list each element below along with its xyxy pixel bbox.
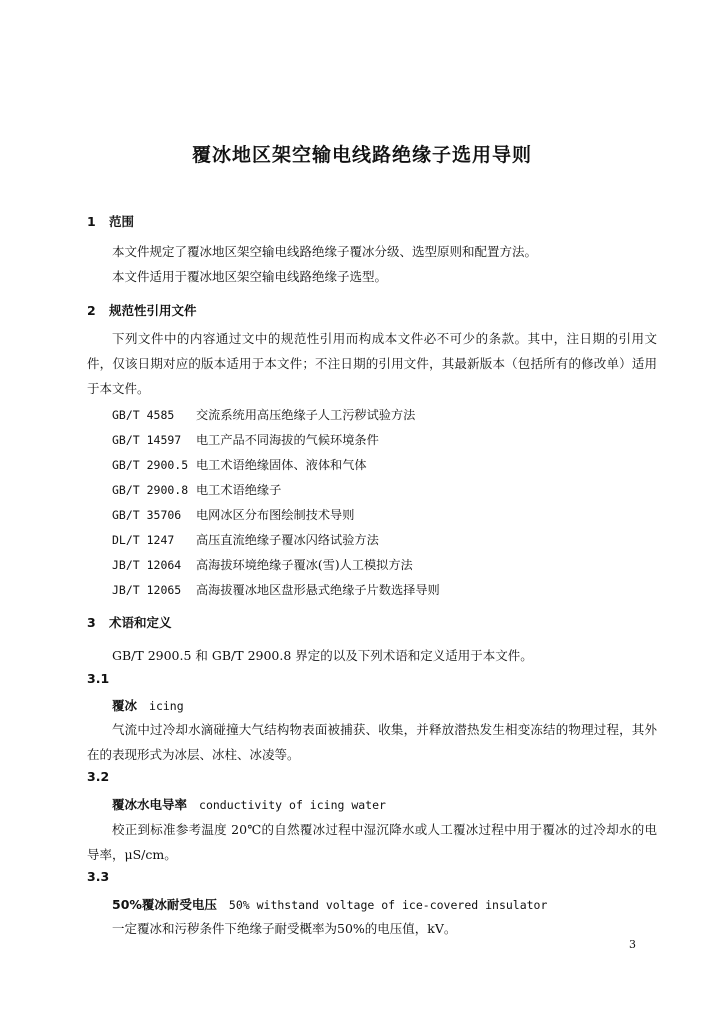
term-english: conductivity of icing water bbox=[199, 798, 386, 812]
section-2-heading bbox=[87, 301, 197, 319]
reference-title: 高海拔环境绝缘子覆冰(雪)人工模拟方法 bbox=[196, 558, 413, 572]
reference-code: GB/T 14597 bbox=[112, 433, 182, 447]
reference-item bbox=[112, 481, 281, 498]
term-english: icing bbox=[149, 699, 184, 713]
section-number: 3 bbox=[87, 615, 96, 630]
reference-title: 电工术语绝缘子 bbox=[196, 483, 282, 497]
reference-title: 电网冰区分布图绘制技术导则 bbox=[196, 508, 355, 522]
reference-code: GB/T 4585 bbox=[112, 408, 175, 422]
reference-title: 电工产品不同海拔的气候环境条件 bbox=[196, 433, 379, 447]
term-chinese: 50%覆冰耐受电压 bbox=[112, 897, 217, 912]
term-definition: 一定覆冰和污秽条件下绝缘子耐受概率为50%的电压值，kV。 bbox=[112, 921, 457, 936]
reference-item bbox=[112, 431, 379, 448]
reference-code: GB/T 2900.5 bbox=[112, 458, 189, 472]
reference-item bbox=[112, 556, 413, 573]
reference-code: JB/T 12064 bbox=[112, 558, 182, 572]
reference-code: JB/T 12065 bbox=[112, 583, 182, 597]
term-chinese: 覆冰 bbox=[112, 698, 138, 713]
reference-item bbox=[112, 456, 367, 473]
reference-item bbox=[112, 406, 415, 423]
term-number: 3.1 bbox=[87, 671, 110, 686]
reference-title: 高海拔覆冰地区盘形悬式绝缘子片数选择导则 bbox=[196, 583, 440, 597]
reference-title: 交流系统用高压绝缘子人工污秽试验方法 bbox=[196, 408, 416, 422]
term-entry bbox=[112, 895, 547, 913]
paragraph: 本文件适用于覆冰地区架空输电线路绝缘子选型。 bbox=[112, 269, 388, 284]
paragraph: 下列文件中的内容通过文中的规范性引用而构成本文件必不可少的条款。其中，注日期的引用文件，仅该日期对应的版本适用于本文件；不注日期的引用文件，其最新版本（包括所有的修改单）适用于本文件。 bbox=[87, 331, 657, 396]
reference-code: GB/T 2900.8 bbox=[112, 483, 189, 497]
page-number: 3 bbox=[629, 938, 636, 951]
term-chinese: 覆冰水电导率 bbox=[112, 797, 188, 812]
document-title: 覆冰地区架空输电线路绝缘子选用导则 bbox=[191, 144, 532, 166]
section-title: 范围 bbox=[109, 214, 135, 229]
section-1-heading bbox=[87, 212, 134, 230]
term-number: 3.3 bbox=[87, 869, 110, 884]
term-english: 50% withstand voltage of ice-covered insulator bbox=[228, 898, 548, 912]
term-entry bbox=[112, 696, 184, 714]
paragraph: 本文件规定了覆冰地区架空输电线路绝缘子覆冰分级、选型原则和配置方法。 bbox=[112, 244, 538, 259]
reference-code: DL/T 1247 bbox=[112, 533, 175, 547]
reference-title: 高压直流绝缘子覆冰闪络试验方法 bbox=[196, 533, 379, 547]
reference-item bbox=[112, 581, 440, 598]
reference-item bbox=[112, 531, 379, 548]
term-number: 3.2 bbox=[87, 769, 110, 784]
paragraph: GB/T 2900.5 和 GB/T 2900.8 界定的以及下列术语和定义适用于本文件。 bbox=[112, 648, 533, 663]
section-title: 规范性引用文件 bbox=[109, 303, 197, 318]
reference-title: 电工术语绝缘固体、液体和气体 bbox=[196, 458, 367, 472]
term-entry bbox=[112, 795, 386, 813]
section-number: 1 bbox=[87, 214, 96, 229]
term-definition: 校正到标准参考温度 20℃的自然覆冰过程中湿沉降水或人工覆冰过程中用于覆冰的过冷却水的电导率，μS/cm。 bbox=[87, 822, 657, 862]
section-number: 2 bbox=[87, 303, 96, 318]
reference-code: GB/T 35706 bbox=[112, 508, 182, 522]
section-title: 术语和定义 bbox=[109, 615, 172, 630]
reference-item bbox=[112, 506, 354, 523]
section-3-heading bbox=[87, 613, 172, 631]
term-definition: 气流中过冷却水滴碰撞大气结构物表面被捕获、收集，并释放潜热发生相变冻结的物理过程，其外在的表现形式为冰层、冰柱、冰凌等。 bbox=[87, 722, 657, 762]
